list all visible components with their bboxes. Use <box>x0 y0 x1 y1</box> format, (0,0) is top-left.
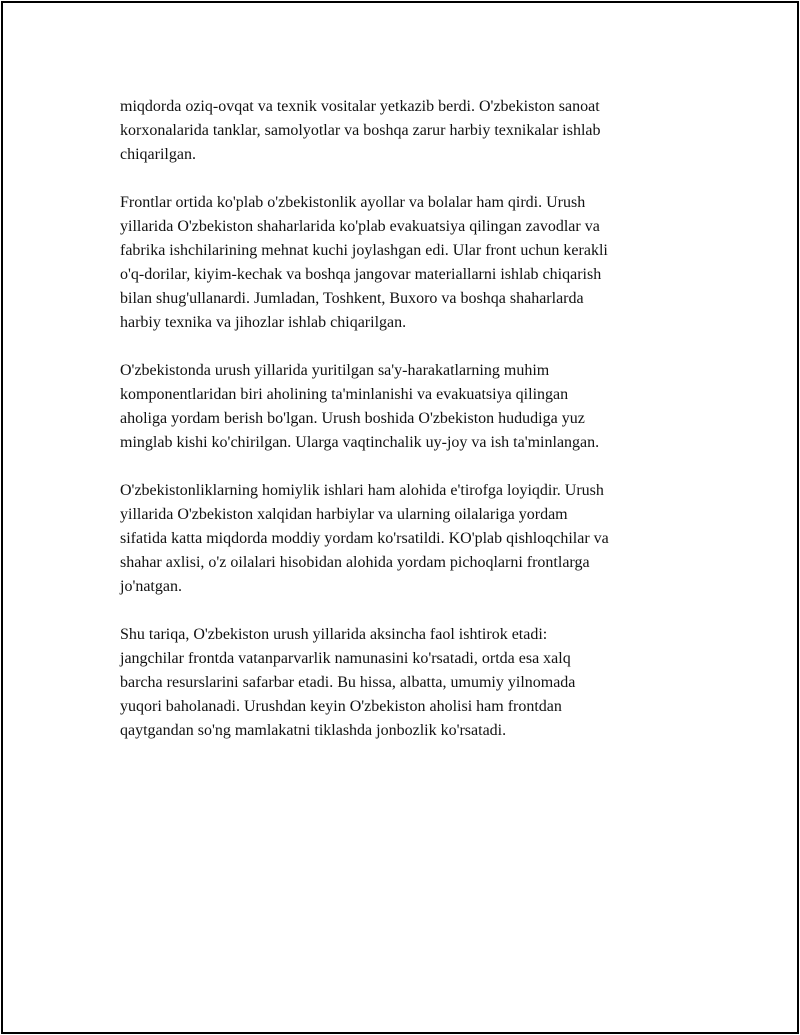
paragraph <box>120 479 700 599</box>
text-line: chiqarilgan. <box>120 146 196 163</box>
text-line: yillarida O'zbekiston xalqidan harbiylar va ularning oilalariga yordam <box>120 506 568 523</box>
text-line: jangchilar frontda vatanparvarlik namunasini ko'rsatadi, ortda esa xalq <box>120 650 571 667</box>
text-line: qaytgandan so'ng mamlakatni tiklashda jonbozlik ko'rsatadi. <box>120 722 507 739</box>
text-line: O'zbekistonda urush yillarida yuritilgan sa'y-harakatlarning muhim <box>120 362 550 379</box>
text-line: korxonalarida tanklar, samolyotlar va boshqa zarur harbiy texnikalar ishlab <box>120 122 601 139</box>
text-line: komponentlaridan biri aholining ta'minlanishi va evakuatsiya qilingan <box>120 386 569 403</box>
text-line: shahar axlisi, o'z oilalari hisobidan alohida yordam pichoqlarni frontlarga <box>120 554 590 571</box>
document-body <box>120 95 700 767</box>
text-line: yillarida O'zbekiston shaharlarida ko'plab evakuatsiya qilingan zavodlar va <box>120 218 600 235</box>
text-line: fabrika ishchilarining mehnat kuchi joylashgan edi. Ular front uchun kerakli <box>120 242 608 259</box>
text-line: minglab kishi ko'chirilgan. Ularga vaqtinchalik uy-joy va ish ta'minlangan. <box>120 434 600 451</box>
text-line: barcha resurslarini safarbar etadi. Bu hissa, albatta, umumiy yilnomada <box>120 674 576 691</box>
text-line: harbiy texnika va jihozlar ishlab chiqarilgan. <box>120 314 407 331</box>
text-line: yuqori baholanadi. Urushdan keyin O'zbekiston aholisi ham frontdan <box>120 698 562 715</box>
document-page <box>1 1 799 1034</box>
text-line: bilan shug'ullanardi. Jumladan, Toshkent, Buxoro va boshqa shaharlarda <box>120 290 584 307</box>
paragraph <box>120 95 700 167</box>
text-line: Frontlar ortida ko'plab o'zbekistonlik ayollar va bolalar ham qirdi. Urush <box>120 194 586 211</box>
text-line: Shu tariqa, O'zbekiston urush yillarida aksincha faol ishtirok etadi: <box>120 626 548 643</box>
text-line: miqdorda oziq-ovqat va texnik vositalar yetkazib berdi. O'zbekiston sanoat <box>120 98 600 115</box>
text-line: sifatida katta miqdorda moddiy yordam ko'rsatildi. KO'plab qishloqchilar va <box>120 530 609 547</box>
text-line: o'q-dorilar, kiyim-kechak va boshqa jangovar materiallarni ishlab chiqarish <box>120 266 602 283</box>
paragraph <box>120 623 700 743</box>
paragraph <box>120 359 700 455</box>
text-line: aholiga yordam berish bo'lgan. Urush boshida O'zbekiston hududiga yuz <box>120 410 585 427</box>
text-line: jo'natgan. <box>120 578 182 595</box>
text-line: O'zbekistonliklarning homiylik ishlari ham alohida e'tirofga loyiqdir. Urush <box>120 482 604 499</box>
paragraph <box>120 191 700 335</box>
